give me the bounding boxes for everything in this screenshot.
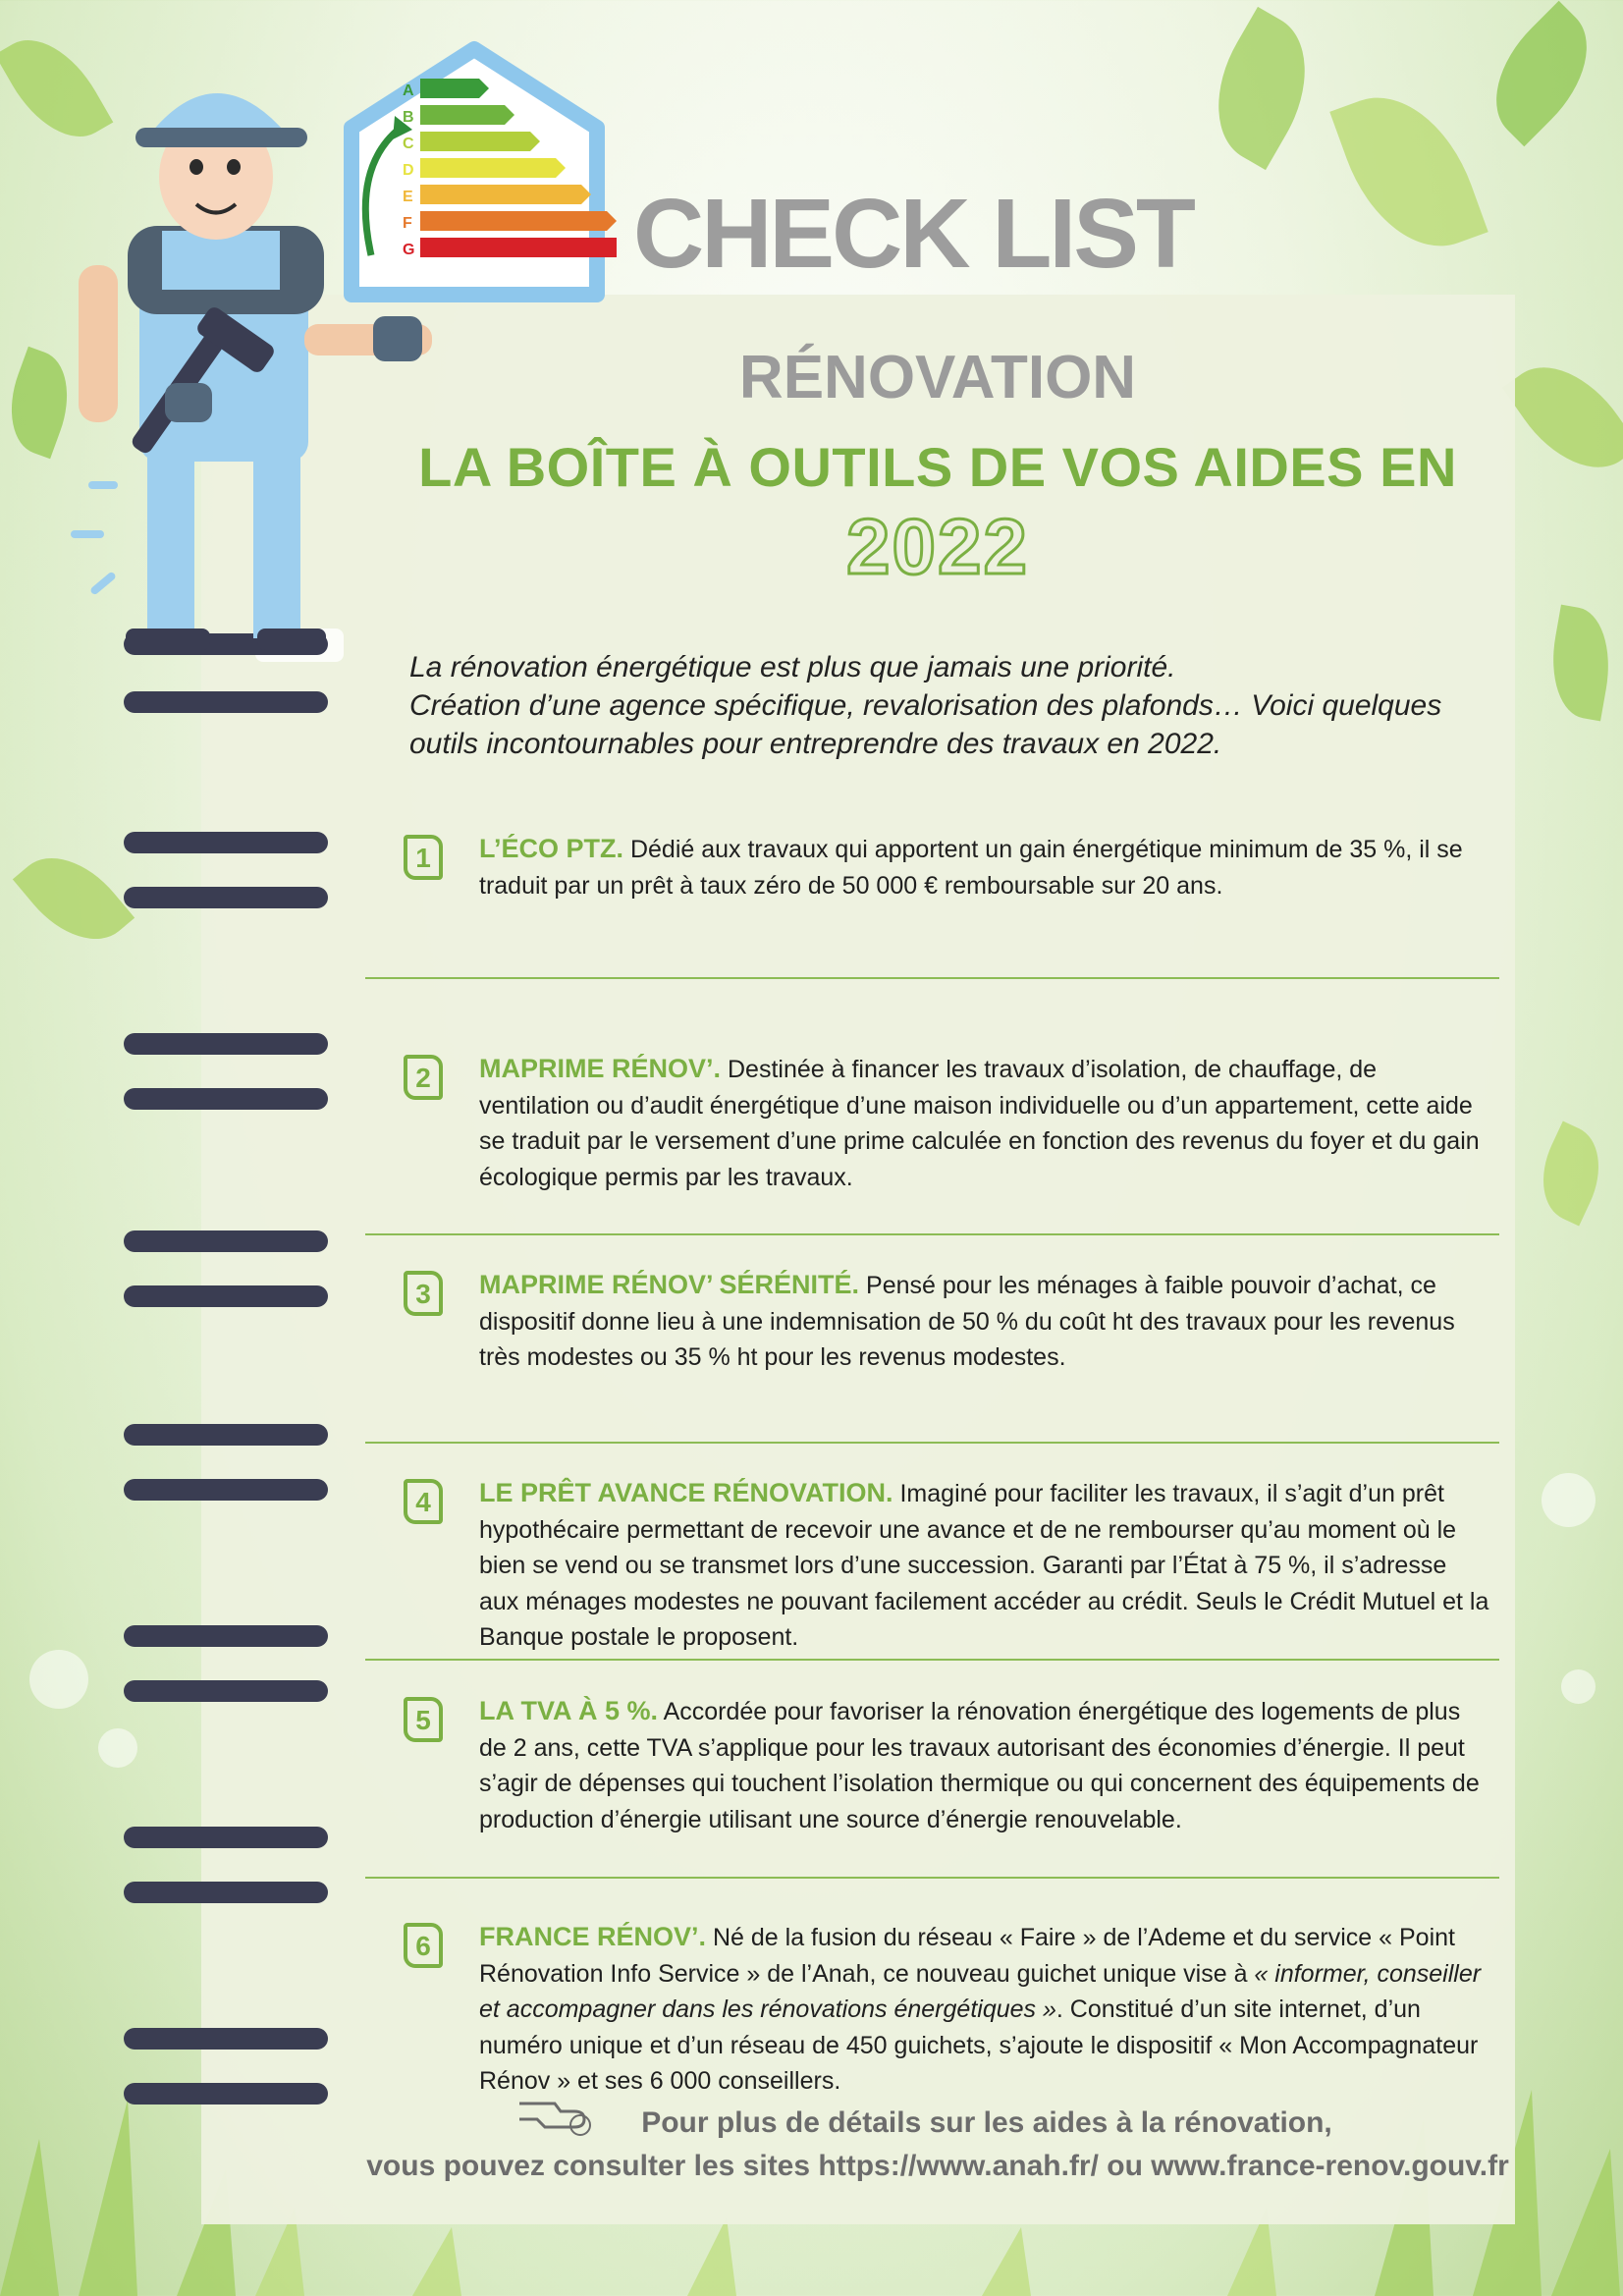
energy-bar-e: [420, 185, 591, 204]
footer-line-1: Pour plus de détails sur les aides à la rénovation,: [641, 2106, 1332, 2139]
energy-letter-f: F: [403, 215, 412, 232]
page-title: CHECK LIST: [633, 179, 1193, 289]
separator: [365, 977, 1499, 979]
item-title: FRANCE RÉNOV’.: [479, 1922, 707, 1951]
background-bokeh: [29, 1650, 88, 1709]
background-leaf: [1526, 1121, 1616, 1227]
ladder-rung: [124, 691, 328, 713]
energy-bar-a: [420, 79, 489, 98]
item-number-badge: 2: [404, 1055, 443, 1100]
ladder-rung: [124, 2028, 328, 2050]
energy-letter-b: B: [403, 109, 414, 126]
subtitle: RÉNOVATION: [738, 344, 1137, 411]
energy-bar-g: [420, 238, 617, 257]
item-number-badge: 4: [404, 1479, 443, 1524]
energy-bar-f: [420, 211, 617, 231]
list-item-3: [401, 1267, 1492, 1376]
background-leaf: [13, 835, 135, 961]
item-description: Imaginé pour faciliter les travaux, il s’agit d’un prêt hypothécaire permettant de recevoir une avance et de ne rembourser qu’au moment où le bien se vend ou se transmet lors d’une succession. Garanti par l’État à 75 %, il s’adresse aux ménages modestes ne pouvant facilement accéder au crédit. Seuls le Crédit Mutuel et la Banque postale le proposent.: [479, 1480, 1489, 1651]
item-number-badge: 3: [404, 1271, 443, 1316]
intro-line-2: Création d’une agence spécifique, revalorisation des plafonds… Voici quelques outils incontournables pour entreprendre des travaux en 2022.: [409, 689, 1442, 760]
ladder-rung: [124, 832, 328, 853]
item-title: LA TVA À 5 %.: [479, 1696, 659, 1725]
ladder-rung: [124, 2083, 328, 2105]
energy-bar-b: [420, 105, 514, 125]
energy-bar-c: [420, 132, 540, 151]
energy-letter-d: D: [403, 162, 414, 179]
item-description: Dédié aux travaux qui apportent un gain énergétique minimum de 35 %, il se traduit par un prêt à taux zéro de 50 000 € remboursable sur 20 ans.: [479, 836, 1463, 900]
footer-line-2: vous pouvez consulter les sites https://www.anah.fr/ ou www.france-renov.gouv.fr: [366, 2150, 1509, 2182]
background-bokeh: [1561, 1669, 1596, 1704]
separator: [365, 1877, 1499, 1879]
year: 2022: [846, 503, 1029, 590]
item-description-end: . Constitué d’un site internet, d’un numéro unique et d’un réseau de 450 guichets, s’ajoute le dispositif « Mon Accompagnateur Rénov » et ses 6 000 conseillers.: [479, 1995, 1479, 2095]
background-leaf: [1189, 7, 1334, 170]
footer-note: [353, 2102, 1522, 2188]
item-title: MAPRIME RÉNOV’ SÉRÉNITÉ.: [479, 1270, 860, 1299]
list-item-1: [401, 831, 1492, 903]
separator: [365, 1442, 1499, 1444]
energy-bar-d: [420, 158, 566, 178]
intro-text: [409, 648, 1489, 763]
background-leaf: [1329, 75, 1488, 268]
list-item-6: [401, 1919, 1492, 2100]
ladder-rung: [124, 1285, 328, 1307]
item-title: LE PRÊT AVANCE RÉNOVATION.: [479, 1478, 893, 1507]
energy-letter-a: A: [403, 82, 414, 99]
ladder-rung: [124, 1230, 328, 1252]
item-quote: « informer, conseiller et accompagner dans les rénovations énergétiques »: [479, 1959, 1482, 2023]
item-number-badge: 6: [404, 1923, 443, 1968]
energy-letter-e: E: [403, 189, 413, 205]
separator: [365, 1233, 1499, 1235]
ladder-rung: [124, 887, 328, 908]
ladder-rung: [124, 1680, 328, 1702]
intro-line-1: La rénovation énergétique est plus que jamais une priorité.: [409, 651, 1176, 683]
list-item-5: [401, 1693, 1492, 1837]
item-description: Destinée à financer les travaux d’isolation, de chauffage, de ventilation ou d’audit énergétique d’une maison individuelle ou d’un appartement, cette aide se traduit par le versement d’une prime calculée en fonction des revenus du foyer et du gain écologique permis par les travaux.: [479, 1056, 1480, 1191]
ladder-rung: [124, 1479, 328, 1501]
item-number-badge: 5: [404, 1697, 443, 1742]
energy-label-house-icon: [332, 39, 617, 304]
separator: [365, 1659, 1499, 1661]
heading: LA BOÎTE À OUTILS DE VOS AIDES EN: [418, 436, 1457, 498]
item-title: MAPRIME RÉNOV’.: [479, 1054, 722, 1083]
list-item-4: [401, 1475, 1492, 1656]
energy-letter-c: C: [403, 136, 414, 152]
background-bokeh: [98, 1728, 137, 1768]
background-leaf: [1542, 605, 1619, 722]
ladder-rung: [124, 1882, 328, 1903]
item-number-badge: 1: [404, 835, 443, 880]
ladder-rung: [124, 1625, 328, 1647]
item-description: Pensé pour les ménages à faible pouvoir d’achat, ce dispositif donne lieu à une indemnisation de 50 % du coût ht des travaux pour les revenus très modestes ou 35 % ht pour les revenus modestes.: [479, 1272, 1455, 1371]
energy-letter-g: G: [403, 242, 415, 258]
item-title: L’ÉCO PTZ.: [479, 834, 624, 863]
item-description: Né de la fusion du réseau « Faire » de l’Ademe et du service « Point Rénovation Info Service » de l’Anah, ce nouveau guichet unique vise à: [479, 1924, 1455, 1988]
background-bokeh: [1542, 1473, 1596, 1527]
ladder-rung: [124, 1088, 328, 1110]
list-item-2: [401, 1051, 1492, 1195]
ladder-rung: [124, 1424, 328, 1446]
background-leaf: [1469, 1, 1614, 146]
ladder-rung: [124, 1033, 328, 1055]
ladder-rung: [124, 1827, 328, 1848]
item-description: Accordée pour favoriser la rénovation énergétique des logements de plus de 2 ans, cette TVA s’applique pour les travaux autorisant des économies d’énergie. Il peut s’agir de dépenses qui touchent l’isolation thermique ou qui concernent des équipements de production d’énergie utilisant une source d’énergie renouvelable.: [479, 1698, 1480, 1833]
